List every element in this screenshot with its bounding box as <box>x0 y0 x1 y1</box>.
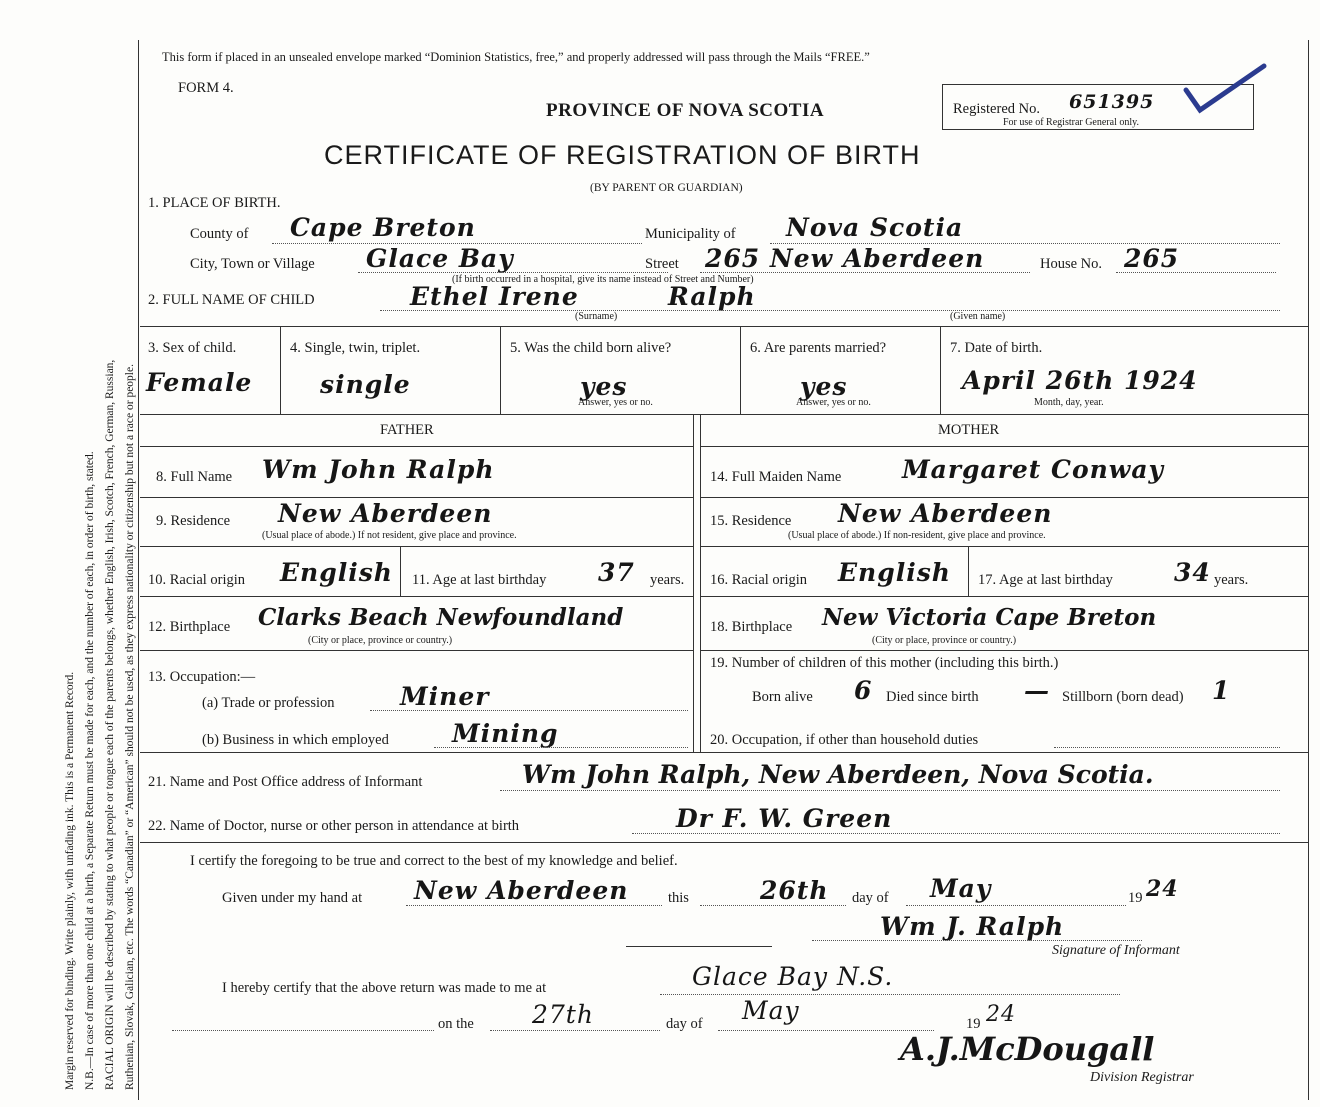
born-alive-label: 5. Was the child born alive? <box>510 340 672 356</box>
business-label: (b) Business in which employed <box>202 732 389 748</box>
street-value: 265 New Aberdeen <box>705 244 985 273</box>
father-birthplace-note: (City or place, province or country.) <box>308 635 453 646</box>
plurality-value: single <box>320 370 411 399</box>
given-year-prefix: 19 <box>1128 890 1143 906</box>
father-age-label: 11. Age at last birthday <box>412 572 547 588</box>
given-place: New Aberdeen <box>414 876 629 905</box>
child-name-label: 2. FULL NAME OF CHILD <box>148 292 315 308</box>
side-note-4: Ruthenian, Slovak, Galician, etc. The words “Canadian” or “American” should not be used, as they express nationality or citizenship but not a race or people. <box>124 364 136 1090</box>
informant-label: 21. Name and Post Office address of Informant <box>148 774 423 790</box>
children-count-label: 19. Number of children of this mother (including this birth.) <box>710 655 1059 671</box>
born-alive-value: yes <box>580 372 628 401</box>
registrar-place: Glace Bay N.S. <box>692 962 894 991</box>
page-subtitle: (BY PARENT OR GUARDIAN) <box>590 182 743 194</box>
check-mark <box>1180 60 1270 120</box>
this-label: this <box>668 890 689 906</box>
stillborn-label: Stillborn (born dead) <box>1062 689 1184 705</box>
informant-signature: Wm J. Ralph <box>880 912 1065 941</box>
registered-number: 651395 <box>1069 91 1155 113</box>
doctor-value: Dr F. W. Green <box>676 804 893 833</box>
given-month: May <box>930 874 992 903</box>
informant-value: Wm John Ralph, New Aberdeen, Nova Scotia. <box>522 760 1154 789</box>
father-race-label: 10. Racial origin <box>148 572 246 588</box>
registrar-text: I hereby certify that the above return was made to me at <box>222 980 547 996</box>
division-registrar-label: Division Registrar <box>1090 1070 1194 1085</box>
sex-value: Female <box>146 368 253 397</box>
dob-label: 7. Date of birth. <box>950 340 1043 356</box>
stillborn-value: 1 <box>1212 676 1231 705</box>
child-given-name: Ethel Irene <box>410 282 579 311</box>
on-the-label: on the <box>438 1016 474 1032</box>
side-note-1: Margin reserved for binding. Write plainly, with unfading ink. This is a Permanent Record. <box>64 671 76 1090</box>
left-border <box>138 40 139 1100</box>
registrar-general-note: For use of Registrar General only. <box>1003 117 1139 128</box>
trade-value: Miner <box>400 682 490 711</box>
mother-years: years. <box>1214 572 1249 588</box>
mother-res-label: 15. Residence <box>710 513 792 529</box>
house-value: 265 <box>1124 244 1180 273</box>
form-number: FORM 4. <box>178 80 234 96</box>
mother-birthplace-label: 18. Birthplace <box>710 619 793 635</box>
mother-birthplace-note: (City or place, province or country.) <box>872 635 1017 646</box>
side-note-2: N.B.—In case of more than one child at a birth, a Separate Return must be made for each, and the number of each, in order of birth, stated. <box>84 451 96 1090</box>
city-value: Glace Bay <box>366 244 514 273</box>
mail-notice: This form if placed in an unsealed envelope marked “Dominion Statistics, free,” and properly addressed will pass through the Mails “FREE.” <box>162 50 870 64</box>
given-label: Given under my hand at <box>222 890 363 906</box>
mother-age-value: 34 <box>1174 558 1211 587</box>
trade-label: (a) Trade or profession <box>202 695 335 711</box>
father-years: years. <box>650 572 685 588</box>
hospital-note: (If birth occurred in a hospital, give its name instead of Street and Number) <box>452 274 754 285</box>
born-alive-count-label: Born alive <box>752 689 813 705</box>
registrar-day: 27th <box>532 1000 594 1029</box>
registrar-day-of-label: day of <box>666 1016 703 1032</box>
father-heading: FATHER <box>380 422 434 438</box>
dob-value: April 26th 1924 <box>962 366 1198 395</box>
dob-note: Month, day, year. <box>1034 397 1104 408</box>
given-day: 26th <box>760 876 829 905</box>
business-value: Mining <box>452 719 559 748</box>
right-border <box>1308 40 1309 1100</box>
side-note-3: RACIAL ORIGIN will be described by stating to what people or tongue each of the parents belongs, whether English, Irish, Scotch, French, German, Russian, <box>104 359 116 1090</box>
mother-name-label: 14. Full Maiden Name <box>710 469 842 485</box>
mother-heading: MOTHER <box>938 422 1000 438</box>
municipality-label: Municipality of <box>645 226 736 242</box>
died-label: Died since birth <box>886 689 979 705</box>
child-surname: Ralph <box>668 282 756 311</box>
place-of-birth-label: 1. PLACE OF BIRTH. <box>148 195 281 211</box>
registrar-signature: A.J.McDougall <box>900 1030 1155 1068</box>
father-res-label: 9. Residence <box>156 513 231 529</box>
mother-race-label: 16. Racial origin <box>710 572 808 588</box>
mother-abode-note: (Usual place of abode.) If non-resident, give place and province. <box>788 530 1046 541</box>
father-birthplace-value: Clarks Beach Newfoundland <box>258 604 624 631</box>
plurality-label: 4. Single, twin, triplet. <box>290 340 421 356</box>
registered-label: Registered No. <box>953 101 1040 117</box>
mother-occupation-label: 20. Occupation, if other than household duties <box>710 732 979 748</box>
surname-note: (Surname) <box>575 311 618 322</box>
given-name-note: (Given name) <box>950 311 1006 322</box>
street-label: Street <box>645 256 679 272</box>
informant-signature-label: Signature of Informant <box>1052 943 1180 958</box>
county-value: Cape Breton <box>290 213 476 242</box>
married-value: yes <box>800 372 848 401</box>
sex-label: 3. Sex of child. <box>148 340 237 356</box>
father-name-label: 8. Full Name <box>156 469 233 485</box>
page-title: CERTIFICATE OF REGISTRATION OF BIRTH <box>324 140 921 170</box>
province: PROVINCE OF NOVA SCOTIA <box>546 100 825 121</box>
registrar-year: 24 <box>986 1002 1016 1027</box>
father-race-value: English <box>280 558 393 587</box>
died-value: — <box>1024 676 1050 705</box>
father-birthplace-label: 12. Birthplace <box>148 619 231 635</box>
given-year: 24 <box>1146 876 1179 902</box>
certify-text: I certify the foregoing to be true and correct to the best of my knowledge and belief. <box>190 853 678 869</box>
mother-res-value: New Aberdeen <box>838 499 1053 528</box>
married-label: 6. Are parents married? <box>750 340 887 356</box>
father-age-value: 37 <box>598 558 635 587</box>
father-name-value: Wm John Ralph <box>262 455 495 484</box>
father-abode-note: (Usual place of abode.) If not resident, give place and province. <box>262 530 517 541</box>
mother-age-label: 17. Age at last birthday <box>978 572 1113 588</box>
mother-birthplace-value: New Victoria Cape Breton <box>822 604 1157 631</box>
mother-name-value: Margaret Conway <box>902 455 1165 484</box>
father-res-value: New Aberdeen <box>278 499 493 528</box>
registrar-month: May <box>742 996 800 1025</box>
registrar-year-prefix: 19 <box>966 1016 981 1032</box>
municipality-value: Nova Scotia <box>786 213 964 242</box>
born-alive-count: 6 <box>854 676 873 705</box>
county-label: County of <box>190 226 249 242</box>
occupation-label: 13. Occupation:— <box>148 669 256 685</box>
born-alive-note: Answer, yes or no. <box>578 397 653 408</box>
day-of-label: day of <box>852 890 889 906</box>
house-label: House No. <box>1040 256 1103 272</box>
doctor-label: 22. Name of Doctor, nurse or other person in attendance at birth <box>148 818 520 834</box>
mother-race-value: English <box>838 558 951 587</box>
city-label: City, Town or Village <box>190 256 315 272</box>
married-note: Answer, yes or no. <box>796 397 871 408</box>
